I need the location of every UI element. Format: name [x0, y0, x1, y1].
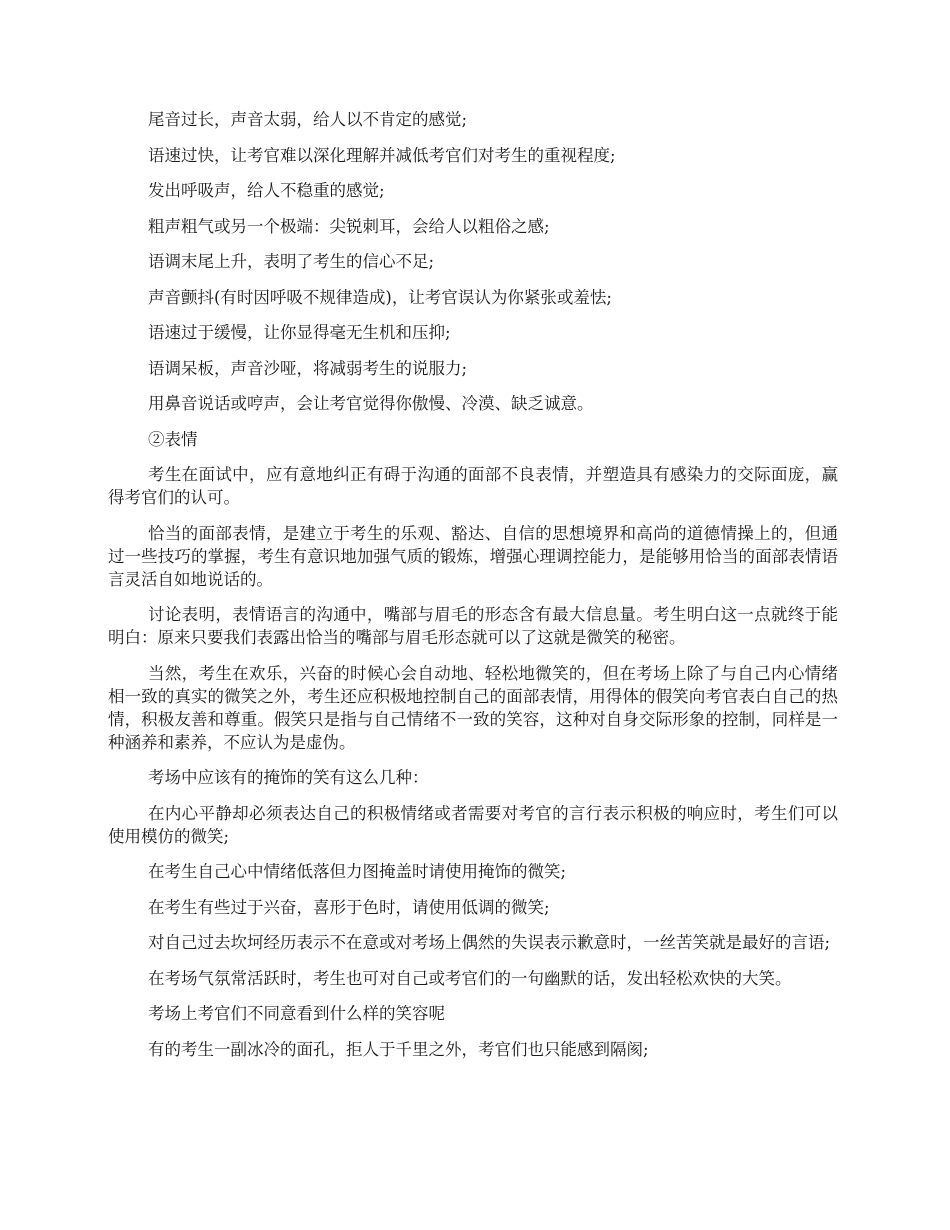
- section-heading-expression: ②表情: [148, 429, 198, 449]
- paragraph-smile-types-intro: 考场中应该有的掩饰的笑有这么几种：: [148, 768, 429, 787]
- paragraph-low-key-smile: 在考生有些过于兴奋，喜形于色时，请使用低调的微笑;: [148, 897, 550, 917]
- paragraph-masking-smile: 在考生自己心中情绪低落但力图掩盖时请使用掩饰的微笑;: [148, 862, 567, 881]
- document-body: [108, 108, 838, 1073]
- paragraph-fast-speech: 语速过快，让考官难以深化理解并减低考官们对考生的重视程度;: [148, 145, 616, 165]
- paragraph-mouth-eyebrows: 讨论表明，表情语言的沟通中，嘴部与眉毛的形态含有最大信息量。考生明白这一点就终于能明白：原来只要我们表露出恰当的嘴部与眉毛形态就可以了这就是微笑的秘密。: [108, 605, 838, 647]
- paragraph-imitation-smile: 在内心平静却必须表达自己的积极情绪或者需要对考官的言行表示积极的响应时，考生们可以使用模仿的微笑;: [108, 803, 838, 846]
- paragraph-monotone: 语调呆板，声音沙哑，将减弱考生的说服力;: [148, 358, 468, 378]
- paragraph-wry-smile: 对自己过去坎坷经历表示不在意或对考场上偶然的失误表示歉意时，一丝苦笑就是最好的言语;: [148, 933, 831, 952]
- paragraph-trembling-voice: 声音颤抖(有时因呼吸不规律造成)，让考官误认为你紧张或羞怯;: [148, 287, 612, 307]
- paragraph-nasal-voice: 用鼻音说话或哼声，会让考官觉得你傲慢、冷漠、缺乏诚意。: [148, 394, 594, 413]
- paragraph-unwanted-smiles: 考场上考官们不同意看到什么样的笑容呢: [148, 1004, 445, 1023]
- paragraph-cold-face: 有的考生一副冰冷的面孔，拒人于千里之外，考官们也只能感到隔阂;: [148, 1039, 649, 1059]
- paragraph-expression-intro: 考生在面试中，应有意地纠正有碍于沟通的面部不良表情，并塑造具有感染力的交际面庞，赢得考官们的认可。: [108, 465, 838, 507]
- paragraph-slow-speech: 语速过于缓慢，让你显得毫无生机和压抑;: [148, 323, 451, 342]
- paragraph-fake-smile: 当然，考生在欢乐，兴奋的时候心会自动地、轻松地微笑的，但在考场上除了与自己内心情绪相一致的真实的微笑之外，考生还应积极地控制自己的面部表情，用得体的假笑向考官表白自己的热情，积极友善和尊重。假笑只是指与自己情绪不一致的笑容，这种对自身交际形象的控制，同样是一种涵养和素养，不应认为是虚伪。: [108, 663, 838, 752]
- paragraph-weak-voice: 尾音过长，声音太弱，给人以不肯定的感觉;: [148, 110, 468, 129]
- paragraph-proper-expression: 恰当的面部表情，是建立于考生的乐观、豁达、自信的思想境界和高尚的道德情操上的，但通过一些技巧的掌握，考生有意识地加强气质的锻炼，增强心理调控能力，是能够用恰当的面部表情语言灵活自如地说话的。: [108, 523, 838, 589]
- paragraph-rough-voice: 粗声粗气或另一个极端：尖锐刺耳，会给人以粗俗之感;: [148, 216, 550, 236]
- paragraph-breathing: 发出呼吸声，给人不稳重的感觉;: [148, 181, 385, 200]
- paragraph-rising-tone: 语调末尾上升，表明了考生的信心不足;: [148, 252, 435, 271]
- paragraph-laughter: 在考场气氛常活跃时，考生也可对自己或考官们的一句幽默的话，发出轻松欢快的大笑。: [148, 968, 792, 988]
